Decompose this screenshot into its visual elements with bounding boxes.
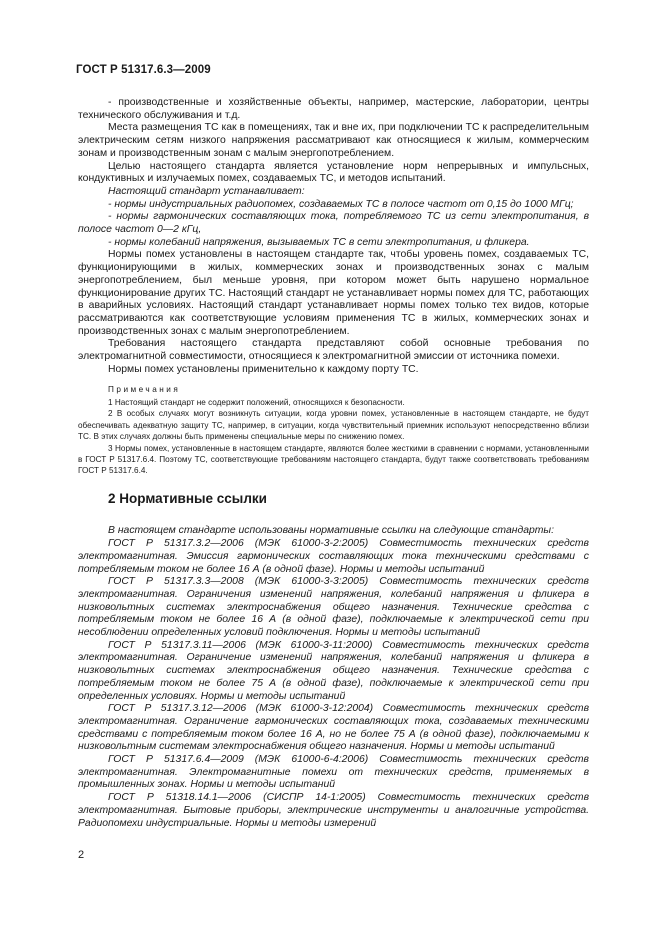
reference-item: ГОСТ Р 51318.14.1—2006 (СИСПР 14-1:2005) Совместимость технических средств электромагнитная. Бытовые приборы, электрические инструменты и аналогичные устройства. Радиопомехи индустриальные. Нормы и методы измерений <box>78 792 589 829</box>
note-1: 1 Настоящий стандарт не содержит положений, относящихся к безопасности. <box>108 397 405 407</box>
paragraph-ports: Нормы помех установлены применительно к каждому порту ТС. <box>108 363 419 375</box>
references-intro: В настоящем стандарте использованы нормативные ссылки на следующие стандарты: <box>108 525 554 537</box>
paragraph-requirements: Требования настоящего стандарта представляют собой основные требования по электромагнитной совместимости, относящиеся к электромагнитной эмиссии от источника помехи. <box>78 338 589 363</box>
main-text <box>78 97 589 830</box>
paragraph-purpose: Целью настоящего стандарта является установление норм непрерывных и импульсных, кондуктивных и излучаемых помех, создаваемых ТС, и методов испытаний. <box>78 160 589 185</box>
paragraph-limits: Нормы помех установлены в настоящем стандарте так, чтобы уровень помех, создаваемых ТС, функционирующими в жилых, коммерческих зонах и производственных зонах с малым энергопотреблением, был меньше уровня, при котором может быть нарушено нормальное функционирование других ТС. Настоящий стандарт не устанавливает нормы помех для ТС, работающих в аварийных условиях. Настоящий стандарт устанавливает нормы помех только тех видов, которые рассматриваются как соответствующие условиям применения ТС в жилых, коммерческих зонах и производственных зонах с малым энергопотреблением. <box>78 249 589 337</box>
standard-id-header: ГОСТ Р 51317.6.3—2009 <box>76 64 211 76</box>
paragraph-placement: Места размещения ТС как в помещениях, так и вне их, при подключении ТС к распределительным электрическим сетям низкого напряжения рассматривают как относящиеся к жилым, коммерческим зонам и производственным зонам с малым энергопотреблением. <box>78 122 589 159</box>
reference-item: ГОСТ Р 51317.3.2—2006 (МЭК 61000-3-2:2005) Совместимость технических средств электромагнитная. Эмиссия гармонических составляющих тока техническими средствами с потребляемым током не более 16 А (в одной фазе). Нормы и методы испытаний <box>78 538 589 575</box>
notes-block <box>78 384 589 476</box>
notes-heading: Примечания <box>108 385 181 395</box>
reference-item: ГОСТ Р 51317.3.12—2006 (МЭК 61000-3-12:2004) Совместимость технических средств электромагнитная. Ограничение гармонических составляющих тока, создаваемых техническими средствами с потребляемым током более 16 А, но не более 75 А (в одной фазе), подключаемыми к низковольтным системам электроснабжения общего назначения. Нормы и методы испытаний <box>78 703 589 753</box>
section-2-title: 2 Нормативные ссылки <box>108 490 267 506</box>
list-item-flicker: - нормы колебаний напряжения, вызываемых ТС в сети электропитания, и фликера. <box>108 236 530 248</box>
list-item-harmonics: - нормы гармонических составляющих тока, потребляемого ТС из сети электропитания, в полосе частот 0—2 кГц, <box>78 211 589 236</box>
note-3: 3 Нормы помех, установленные в настоящем стандарте, являются более жесткими в сравнении с нормами, установленными в ГОСТ Р 51317.6.4. Поэтому ТС, соответствующие требованиям настоящего стандарта, будут также соответствовать требованиям ГОСТ Р 51317.6.4. <box>78 443 589 476</box>
reference-item: ГОСТ Р 51317.3.3—2008 (МЭК 61000-3-3:2005) Совместимость технических средств электромагнитная. Ограничения изменений напряжения, колебаний напряжения и фликера в низковольтных системах электроснабжения общего назначения. Технические средства с потребляемым током не более 16 А (в одной фазе), подключаемые к электрической сети при несоблюдении определенных условий подключения. Нормы и методы испытаний <box>78 576 589 639</box>
page-number: 2 <box>78 849 85 861</box>
reference-item: ГОСТ Р 51317.3.11—2006 (МЭК 61000-3-11:2000) Совместимость технических средств электромагнитная. Ограничение изменений напряжения, колебаний напряжения и фликера в низковольтных системах электроснабжения общего назначения. Технические средства с потребляемым током не более 75 А (в одной фазе), подключаемые к электрической сети при определенных условиях. Нормы и методы испытаний <box>78 639 589 702</box>
list-item-radio-noise: - нормы индустриальных радиопомех, создаваемых ТС в полосе частот от 0,15 до 1000 МГц; <box>108 198 574 210</box>
paragraph-establishes: Настоящий стандарт устанавливает: <box>108 185 305 197</box>
reference-item: ГОСТ Р 51317.6.4—2009 (МЭК 61000-6-4:2006) Совместимость технических средств электромагнитная. Электромагнитные помехи от технических средств, применяемых в промышленных зонах. Нормы и методы испытаний <box>78 754 589 791</box>
paragraph-objects-list: - производственные и хозяйственные объекты, например, мастерские, лаборатории, центры технического обслуживания и т.д. <box>78 97 589 121</box>
note-2: 2 В особых случаях могут возникнуть ситуации, когда уровни помех, установленные в настоящем стандарте, не будут обеспечивать адекватную защиту ТС, например, в ситуации, когда чувствительный приемник используют непосредственно вблизи ТС. В этих случаях должны быть применены специальные меры по снижению помех. <box>78 409 589 442</box>
